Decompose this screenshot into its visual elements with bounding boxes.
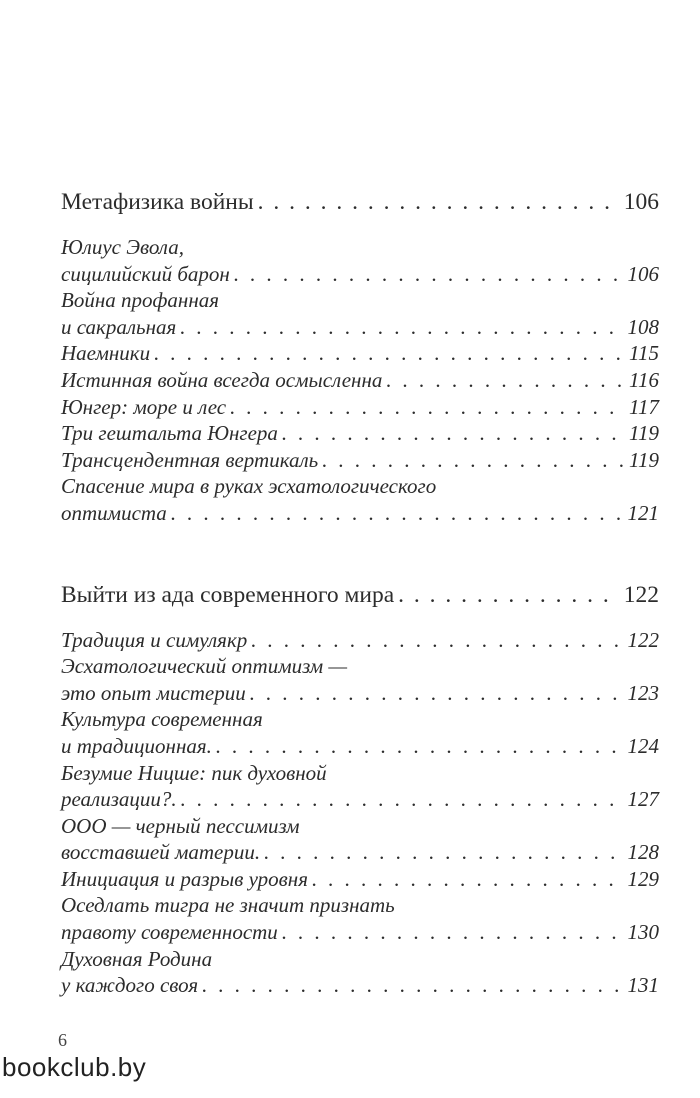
entry-text-line: это опыт мистерии [61, 680, 246, 705]
chapter-page-number: 122 [623, 581, 659, 608]
toc-entry [61, 447, 659, 474]
toc-entry [61, 653, 659, 706]
chapter-page-number: 106 [623, 189, 659, 215]
toc-entry [61, 866, 659, 893]
entry-text-line: ООО — черный пессимизм [61, 813, 300, 838]
entry-page-number: 119 [629, 447, 659, 472]
entry-text-line: Трансцендентная вертикаль [61, 447, 319, 472]
toc-entry [61, 760, 659, 813]
chapter-title: Выйти из ада современного мира [61, 581, 395, 608]
toc-entry [61, 394, 659, 421]
entry-text-line: Истинная война всегда осмысленна [61, 367, 383, 392]
toc-entry [61, 287, 659, 340]
entry-page-number: 122 [627, 627, 659, 652]
dot-leader [251, 627, 623, 654]
entry-text-line: Юнгер: море и лес [61, 394, 227, 419]
watermark: bookclub.by [2, 1052, 147, 1082]
dot-leader [181, 786, 624, 813]
toc-entry [61, 627, 659, 654]
entry-page-number: 106 [627, 261, 659, 286]
entry-text-line: восставшей материи. [61, 840, 261, 865]
chapter-heading [61, 577, 659, 613]
dot-leader [202, 972, 623, 999]
toc-entry [61, 946, 659, 999]
dot-leader [282, 420, 625, 447]
chapter-heading [61, 184, 659, 220]
entry-page-number: 108 [627, 314, 659, 339]
entry-page-number: 130 [627, 920, 659, 945]
entry-text-line: и сакральная [61, 314, 177, 339]
dot-leader [234, 261, 624, 288]
page-folio-number: 6 [58, 1030, 67, 1050]
entry-text-line: Инициация и разрыв уровня [61, 866, 308, 891]
entry-text-line: Культура современная [61, 707, 263, 732]
entry-text-line: оптимиста [61, 500, 167, 525]
entry-page-number: 124 [627, 733, 659, 758]
entry-page-number: 123 [627, 680, 659, 705]
entry-text-line: Юлиус Эвола, [61, 235, 184, 259]
toc-entry [61, 234, 659, 287]
toc-entry [61, 706, 659, 759]
entry-text-line: Духовная Родина [61, 946, 213, 971]
entry-text-line: Наемники [61, 341, 151, 366]
entry-page-number: 121 [627, 500, 659, 525]
entry-text-line: Спасение мира в руках эсхатологического [61, 474, 437, 499]
toc-entry [61, 420, 659, 447]
entry-text-line: Безумие Ницше: пик духовной [61, 760, 327, 785]
entry-page-number: 116 [629, 367, 659, 392]
dot-leader [322, 447, 625, 474]
entry-text-line: правоту современности [61, 920, 278, 945]
entry-text-line: Оседлать тигра не значит признать [61, 893, 395, 918]
toc-entry [61, 340, 659, 367]
toc-entry [61, 813, 659, 866]
entry-text-line: Традиция и симулякр [61, 627, 248, 652]
entry-text-line: Эсхатологический оптимизм — [61, 654, 348, 679]
dot-leader [154, 340, 625, 367]
toc-entry [61, 367, 659, 394]
entry-page-number: 129 [627, 866, 659, 891]
dot-leader [180, 314, 623, 341]
entry-page-number: 127 [627, 787, 659, 812]
dot-leader [250, 680, 624, 707]
dot-leader [171, 500, 624, 527]
entry-page-number: 117 [629, 394, 659, 419]
entry-page-number: 128 [627, 840, 659, 865]
table-of-contents [61, 184, 659, 999]
dot-leader [258, 184, 620, 220]
entry-text-line: сицилийский барон [61, 261, 230, 286]
entry-page-number: 119 [629, 421, 659, 446]
dot-leader [386, 367, 625, 394]
dot-leader [216, 733, 624, 760]
entry-page-number: 115 [629, 341, 659, 366]
entry-text-line: у каждого своя [61, 973, 199, 998]
dot-leader [264, 839, 623, 866]
dot-leader [230, 394, 625, 421]
dot-leader [312, 866, 624, 893]
dot-leader [398, 577, 620, 613]
entry-page-number: 131 [627, 973, 659, 998]
entry-text-line: Война профанная [61, 288, 220, 313]
dot-leader [282, 919, 624, 946]
chapter-title: Метафизика войны [61, 189, 254, 215]
entry-text-line: и традиционная. [61, 733, 212, 758]
entry-text-line: Три гештальта Юнгера [61, 421, 278, 446]
toc-entry [61, 473, 659, 526]
toc-entry [61, 892, 659, 945]
entry-text-line: реализации?. [61, 787, 177, 812]
